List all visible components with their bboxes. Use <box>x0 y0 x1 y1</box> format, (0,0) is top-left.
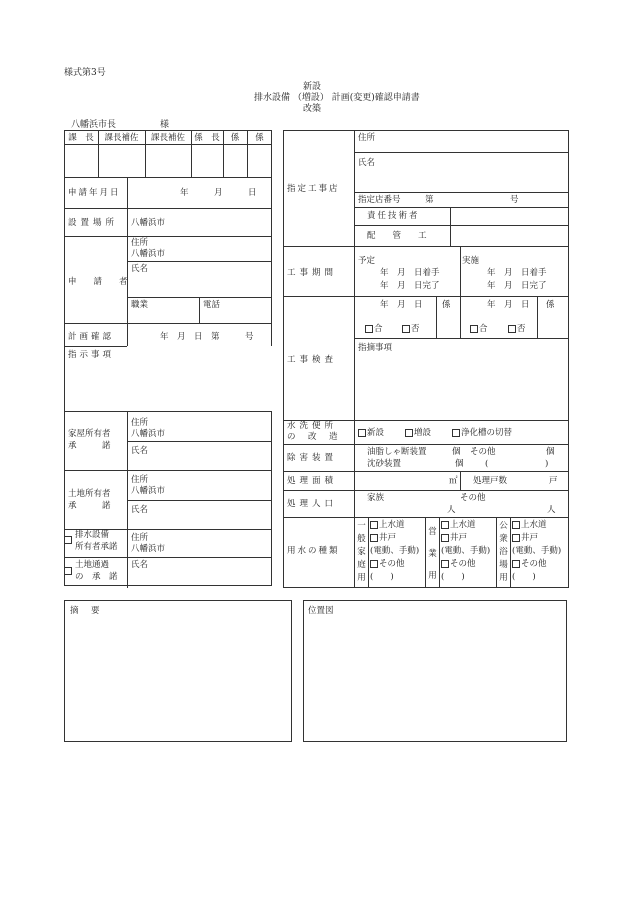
house-owner-label: 家屋所有者 <box>68 429 111 439</box>
applicant-address-label: 住所 <box>131 238 149 248</box>
population-other-unit: 人 <box>547 505 556 515</box>
applicant-tel-label: 電話 <box>203 300 221 310</box>
water-business-label: 営業用 <box>428 527 437 581</box>
sand-trap-label: 沈砂装置 <box>367 459 402 469</box>
land-pass-name-label: 氏名 <box>131 560 149 570</box>
business-opt-well[interactable]: 井戸 <box>441 533 467 543</box>
plan-confirm-label: 計画確認 <box>68 332 115 342</box>
drain-owner-checkbox[interactable] <box>64 535 73 545</box>
household-opt-pump: (電動、手動) <box>370 546 420 556</box>
land-owner-address-label: 住所 <box>131 475 149 485</box>
removal-other-paren-open: ( <box>485 459 489 469</box>
inspection-2-staff: 係 <box>546 300 555 310</box>
title-option-rebuild: 改築 <box>303 104 322 114</box>
bath-opt-well[interactable]: 井戸 <box>512 533 538 543</box>
inspection-1-date[interactable]: 年 月 日 <box>380 300 423 310</box>
flush-opt-new[interactable]: 新設 <box>358 428 384 438</box>
inspection-1-fail[interactable]: 否 <box>402 324 420 334</box>
family-label: 家族 <box>367 493 385 503</box>
households-unit: 戸 <box>549 476 558 486</box>
site-label: 設置場所 <box>68 218 119 228</box>
removal-other-paren-close: ) <box>545 459 549 469</box>
sand-trap-unit: 個 <box>455 459 464 469</box>
flush-toilet-label-2: の 改 造 <box>287 432 340 442</box>
period-label: 工事期間 <box>287 268 338 278</box>
contractor-label: 指定工事店 <box>287 184 340 194</box>
land-pass-consent-label: の 承 諾 <box>75 572 118 582</box>
inspection-2-pass[interactable]: 合 <box>470 324 488 334</box>
business-opt-pump: (電動、手動) <box>441 546 491 556</box>
approval-col-subsection-chief: 係 長 <box>194 133 220 143</box>
household-opt-well[interactable]: 井戸 <box>370 533 396 543</box>
households-label: 処理戸数 <box>473 476 508 486</box>
site-value[interactable]: 八幡浜市 <box>131 218 166 228</box>
apply-date-label: 申請年月日 <box>68 188 121 198</box>
removal-device-label: 除害装置 <box>287 453 338 463</box>
shop-number-go: 号 <box>510 195 519 205</box>
inspection-1-pass[interactable]: 合 <box>365 324 383 334</box>
population-other-label: その他 <box>460 493 486 503</box>
house-owner-address-label: 住所 <box>131 418 149 428</box>
summary-box[interactable] <box>64 600 292 742</box>
applicant-name-label: 氏名 <box>131 264 149 274</box>
land-owner-consent-label: 承 諾 <box>68 501 111 511</box>
approval-col-staff-2: 係 <box>255 133 264 143</box>
land-pass-label: 土地通過 <box>75 560 110 570</box>
water-type-label: 用水の種類 <box>287 546 340 556</box>
house-owner-consent-label: 承 諾 <box>68 441 111 451</box>
bath-opt-tap[interactable]: 上水道 <box>512 520 547 530</box>
family-unit: 人 <box>447 505 456 515</box>
summary-label: 摘 要 <box>70 606 102 616</box>
contractor-address-label: 住所 <box>358 133 376 143</box>
contractor-name-label: 氏名 <box>358 158 376 168</box>
drain-owner-address-city[interactable]: 八幡浜市 <box>131 544 166 554</box>
area-unit: ㎡ <box>449 476 458 486</box>
form-number: 様式第3号 <box>64 68 106 78</box>
bath-opt-other-paren: ( ) <box>512 572 536 582</box>
inspection-2-date[interactable]: 年 月 日 <box>487 300 530 310</box>
water-bath-label: 公衆浴場用 <box>499 521 508 583</box>
household-opt-other-paren: ( ) <box>370 572 394 582</box>
period-actual-end[interactable]: 年 月 日完了 <box>487 281 547 291</box>
addressee: 八幡浜市長 <box>71 120 117 130</box>
applicant-address-city[interactable]: 八幡浜市 <box>131 249 166 259</box>
household-opt-tap[interactable]: 上水道 <box>370 520 405 530</box>
business-opt-tap[interactable]: 上水道 <box>441 520 476 530</box>
period-actual-head: 実施 <box>462 256 480 266</box>
approval-col-section-chief: 課 長 <box>68 133 94 143</box>
form-title: 排水設備 （増設） 計画(変更)確認申請書 <box>254 93 420 103</box>
period-plan-head: 予定 <box>358 256 376 266</box>
drain-owner-label: 排水設備 <box>75 530 110 540</box>
approval-col-deputy-1: 課長補佐 <box>104 133 139 143</box>
inspection-points-label: 指摘事項 <box>358 343 393 353</box>
inspection-2-fail[interactable]: 否 <box>508 324 526 334</box>
removal-other-unit: 個 <box>546 447 555 457</box>
business-opt-other[interactable]: その他 <box>441 559 476 569</box>
engineer-label: 責任技術者 <box>367 211 420 221</box>
period-actual-start[interactable]: 年 月 日着手 <box>487 268 547 278</box>
bath-opt-pump: (電動、手動) <box>512 546 562 556</box>
land-owner-label: 土地所有者 <box>68 489 111 499</box>
flush-opt-add[interactable]: 増設 <box>405 428 431 438</box>
house-owner-name-label: 氏名 <box>131 446 149 456</box>
removal-other-label: その他 <box>470 447 496 457</box>
land-pass-checkbox[interactable] <box>64 566 73 576</box>
grease-trap-unit: 個 <box>452 447 461 457</box>
plan-confirm-value[interactable]: 年 月 日 第 号 <box>160 332 254 342</box>
instructions-label: 指示事項 <box>68 350 115 360</box>
grease-trap-label: 油脂しゃ断装置 <box>367 447 427 457</box>
flush-opt-switch[interactable]: 浄化槽の切替 <box>452 428 512 438</box>
shop-number-label: 指定店番号 <box>358 195 401 205</box>
flush-toilet-label: 水洗便所 <box>287 421 338 431</box>
location-map-label: 位置図 <box>308 606 334 616</box>
house-owner-address-city[interactable]: 八幡浜市 <box>131 429 166 439</box>
approval-col-staff-1: 係 <box>230 133 240 143</box>
area-label: 処理面積 <box>287 476 338 486</box>
approval-col-deputy-2: 課長補佐 <box>150 133 185 143</box>
land-owner-address-city[interactable]: 八幡浜市 <box>131 486 166 496</box>
title-option-new: 新設 <box>303 82 322 92</box>
apply-date-value[interactable]: 年 月 日 <box>180 188 257 198</box>
drain-owner-consent-label: 所有者承諾 <box>75 542 118 552</box>
applicant-label: 申 請 者 <box>68 277 128 287</box>
population-label: 処理人口 <box>287 499 338 509</box>
inspection-1-staff: 係 <box>442 300 451 310</box>
water-household-label: 一般家庭用 <box>357 521 366 583</box>
business-opt-other-paren: ( ) <box>441 572 465 582</box>
shop-number-dai: 第 <box>425 195 434 205</box>
applicant-job-label: 職業 <box>131 300 149 310</box>
period-plan-start[interactable]: 年 月 日着手 <box>380 268 440 278</box>
inspection-label: 工事検査 <box>287 355 338 365</box>
drain-owner-address-label: 住所 <box>131 533 149 543</box>
land-owner-name-label: 氏名 <box>131 505 149 515</box>
period-plan-end[interactable]: 年 月 日完了 <box>380 281 440 291</box>
plumber-label: 配 管 工 <box>367 231 427 241</box>
bath-opt-other[interactable]: その他 <box>512 559 547 569</box>
location-map-box[interactable] <box>303 600 567 742</box>
addressee-honorific: 様 <box>160 120 170 130</box>
household-opt-other[interactable]: その他 <box>370 559 405 569</box>
